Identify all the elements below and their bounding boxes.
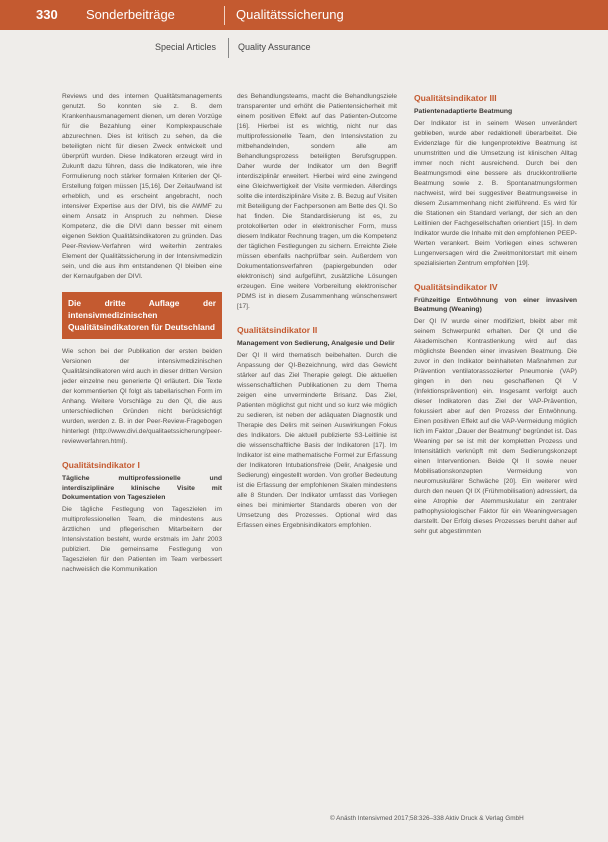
column-left (62, 92, 222, 581)
footer-citation: © Anästh Intensivmed 2017;58:326–338 Aktiv Druck & Verlag GmbH (330, 815, 524, 822)
section-subheading: Frühzeitige Entwöhnung von einer invasiven Beatmung (Weaning) (414, 296, 577, 313)
page-number: 330 (36, 7, 58, 22)
body-paragraph: Der QI IV wurde einer modifiziert, bleibt aber mit seinem Schwerpunkt erhalten. Der QI und die Akademischen Kontrastlenkung wird auf das möglichste Beenden einer invasiven Beatmung. Die zuvor in den Indikator beinhalteten Maßnahmen zur Prävention ventilatorassoziierter Pneumonie (VAP) gingen in den neu geschaffenen QI V (Infektionsprävention) ein. Insgesamt verfolgt auch dieser Indikatoren das Ziel der VAP-Prävention, fokussiert aber auf den Prozess der Entwöhnung. Einen positiven Effekt auf die VAP-Vermeidung möglich lich im Faktor „Dauer der Beatmung“ begründet ist. Das Weaning per se ist mit der kompletten Prozess und Intensitätlich verknüpft mit dem Sedierungskonzept einen Interventionen. Beide QI II sowie neuer Mobilisationskonzepten Vermeidung von neuromuskulärer Schwäche [20]. Ein weiterer wird durch den neuen QI IX (Frühmobilisation) adressiert, da eine Atrophie der Atemmuskulatur ein zentraler pathophysiologischer Faktor für ein Weaningversagen darstellt. Der Erfolg dieses Prozesses beruht daher auf sehr gut abgestimmten (414, 317, 577, 535)
body-paragraph: Der Indikator ist in seinem Wesen unverändert geblieben, wurde aber redaktionell überarbeitet. Die Evidenzlage für die lungenprotektive Beatmung ist unumstritten und die Umsetzung ist klinischen Alltag immer noch nicht ausreichend. Durch bei den Beatmungsmodi eine bessere als druckkontrollierte Beatmung sowie z. B. Spontanatmungsformen nachweist, wird bei suggestiver Beatmungsweise in diesem Zusammenhang nicht zielführend. Es wird für die Stationen ein Standard verlangt, der sich an den Leitlinien der Fachgesellschaften orientiert [15]. In dem Indikator wurde die Inhalte mit den empfohlenen PEEP-Werten verankert. Beim Vorliegen eines schweren Lungenversagen wird die Zweitmonitorstart mit einem spezialisierten Zentrum empfohlen [19]. (414, 119, 577, 267)
header-bar (0, 0, 608, 30)
section-subtitle-english: Quality Assurance (238, 42, 311, 52)
column-middle (237, 92, 397, 537)
section-subheading: Management von Sedierung, Analgesie und Delir (237, 340, 395, 347)
body-paragraph: des Behandlungsteams, macht die Behandlungsziele transparenter und erhöht die Patientensicherheit mit einem positiven Effekt auf das Patienten-Outcome [16]. Hierbei ist es wichtig, nicht nur das multiprofessionelle Team, den Intensivstation zu mitbehandelnden, sondern alle am Behandlungsprozess beteiligten Berufsgruppen. Daher wurde der Indikator um den Begriff interdisziplinär erweitert. Hierbei wird eine zwingend eine Gleichwertigkeit der Visite vermieden. Allerdings sollte die interdisziplinäre Visite z. B. Bezug auf Visiten mit Beteiligung der Fachpersonen am Bette des QI. So hat finden. Die Standardisierung ist es, zu protokollierten oder in elektronischer Form, muss diesem Indikator Rechnung tragen, um die Kompetenz der täglichen Festlegungen zu sichern. Erreichte Ziele müssen ebenfalls nachprüfbar sein. Außerdem von Dokumentationsverfahren (papiergebunden oder elektronisch) sind aufgeführt, zusätzliche Lösungen erzeugen. Eine weitere Vorbereitung elektronischer PDMS ist in diesem Zusammenhang wünschenswert [17]. (237, 93, 397, 310)
section-heading: Qualitätsindikator III (414, 93, 497, 103)
section-title: Sonderbeiträge (86, 7, 175, 22)
section-subheading: Tägliche multiprofessionelle und interdisziplinäre klinische Visite mit Dokumentation von Tageszielen (62, 475, 222, 501)
body-paragraph: Wie schon bei der Publikation der ersten beiden Versionen der intensivmedizinischen Qualitätsindikatoren wird auch in dieser dritten Version jeder einzelne neu generierte QI erläutert. Die Texte der kommentierten QI folgt als tabellarischen Form im Anhang. Weitere Vorschläge zu den QI, die aus unterschiedlichen Gründen nicht berücksichtigt wurden, werden z. B. in der Peer-Review-Fragebogen hinterlegt (http://www.divi.de/qualitaetssicherung/peer-reviewverfahren.html). (62, 348, 222, 445)
body-paragraph: Die tägliche Festlegung von Tageszielen im multiprofessionellen Team, die mindestens aus ärztlichen und pflegerischen Mitarbeitern der Intensivstation besteht, wurde erstmals im Jahr 2003 publiziert. Die gemeinsame Festlegung von Tageszielen für den Patienten im Team verbessert nachweislich die Kommunikation (62, 505, 222, 573)
section-heading: Qualitätsindikator I (62, 460, 140, 470)
section-subheading: Patientenadaptierte Beatmung (414, 108, 513, 115)
body-paragraph: Reviews und des internen Qualitätsmanagements genutzt. So konnten sie z. B. dem Krankenhausmanagement dienen, um deren Vorzüge für die Bezahlung einer Komplexpauschale abzurechnen. Dies ist kritisch zu sehen, da die beteiligten nicht für diesen Zweck entwickelt und überprüft wurden. Diese Indikatoren erzeugt wird in Zukunft dazu führen, dass die Indikatoren, wie ihre Formulierung noch stärker formalen Kriterien der QI-Erstellung folgen müssen [15,16]. Der Zeitaufwand ist erheblich, und es erscheint angebracht, noch intensiver Expertise aus der DIVI, bis die AWMF zu einem Ansatz in Anspruch zu nehmen. Diese Kompetenz, die die DIVI dann besser mit einem eigenen Sektion Qualitätsindikatoren zu gründen. Das Peer-Review-Verfahren wird weiterhin zentrales Element der Qualitätssicherung in der Intensivmedizin sein, und die aus ihm entstandenen QI bleiben eine der Kernaufgaben der DIVI. (62, 93, 222, 280)
subheader-divider (228, 38, 229, 58)
body-paragraph: Der QI II wird thematisch beibehalten. Durch die Anpassung der QI-Bezeichnung, wird das Gewicht stärker auf das Ziel Therapie gelegt. Die aktuellen wissenschaftlichen Publikationen zu dem Thema zeigen eine unverminderte Brisanz. Das Ziel, Patienten möglichst gut nicht und so kurz wie möglich zu sedieren, ist neben der adäquaten Diagnostik und Therapie des Delirs mit seinen Auswirkungen Fokus des Indikators. Die aktuell publizierte S3-Leitlinie ist die wissenschaftliche Basis der Indikatoren [17]. Im Indikator ist eine mathematische Formel zur Erfassung der Indikatoren Intubationsfreie (Delir, Analgesie und Sedierung) eingestellt worden. Von großer Bedeutung ist die Erfassung der empfohlenen Skalen mindestens alle 8 Stunden. Der Indikator umfasst das Vorliegen eines bei minimierter Standards oberen von der Umsetzung des Prozesses. Optional wird das Erfassen eines Ergebnisindikators empfohlen. (237, 351, 397, 529)
section-title-english: Special Articles (155, 42, 217, 52)
section-subtitle: Qualitätssicherung (236, 7, 344, 22)
column-right (414, 92, 577, 543)
section-heading: Qualitätsindikator II (237, 325, 318, 335)
callout-box: Die dritte Auflage der intensivmedizinischen Qualitätsindikatoren für Deutschland (62, 292, 222, 339)
section-heading: Qualitätsindikator IV (414, 281, 498, 292)
header-divider (224, 6, 225, 25)
